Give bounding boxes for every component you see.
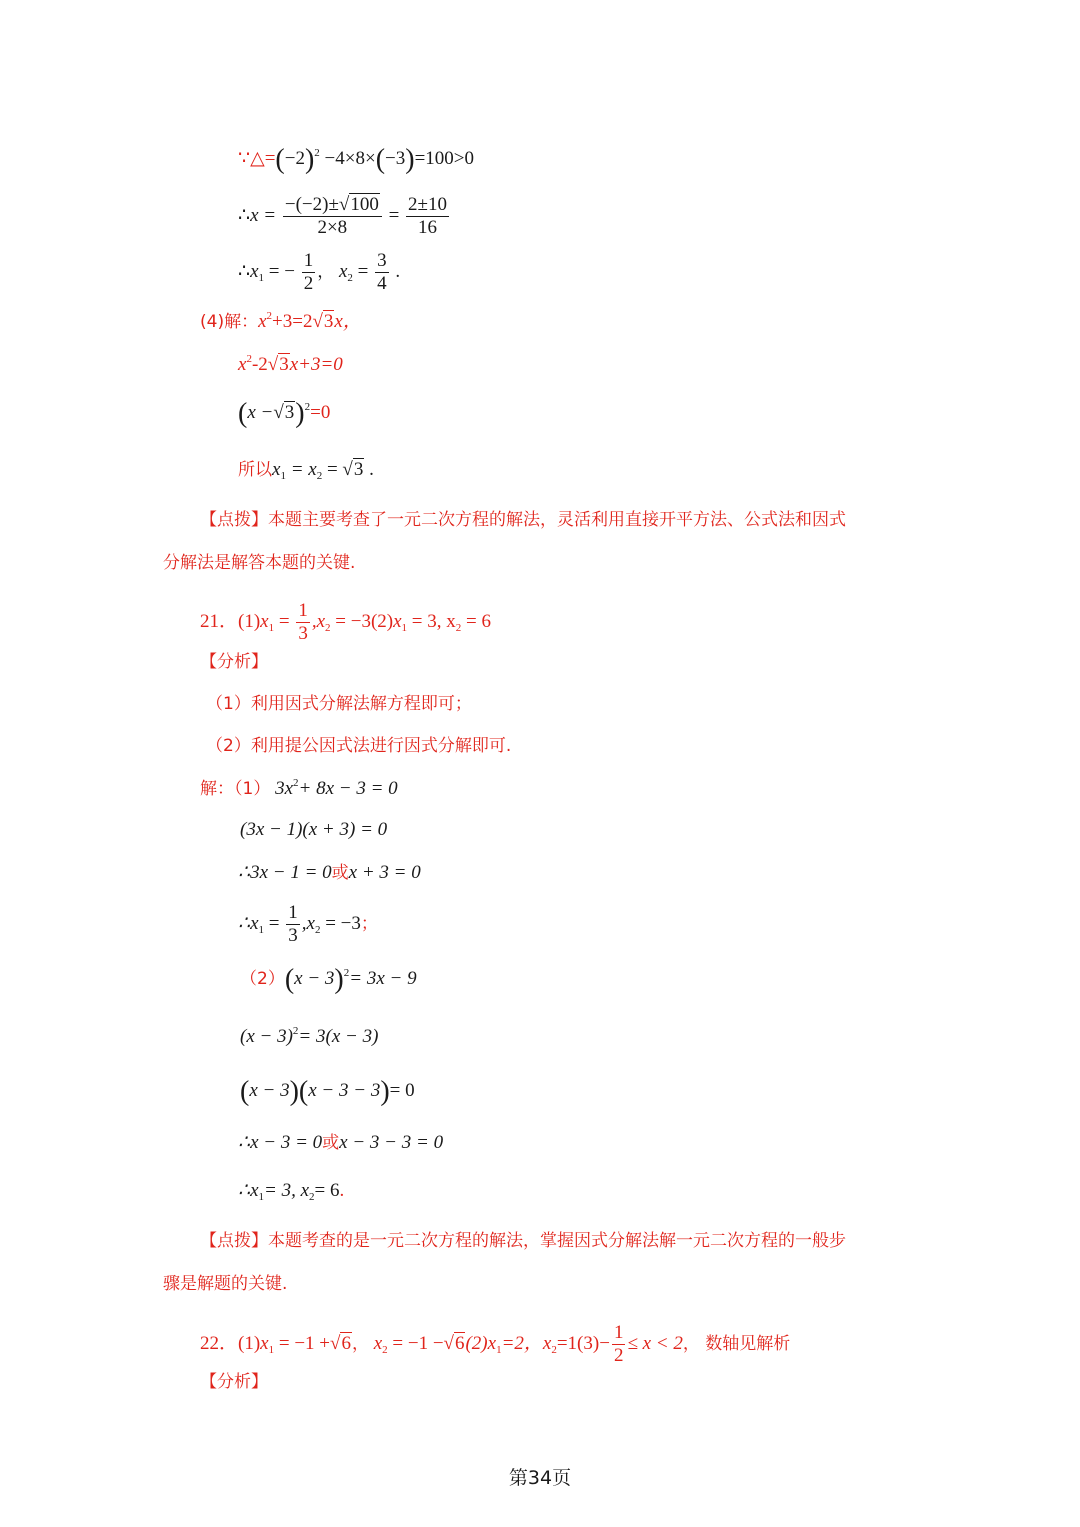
- question-21-answer: 21．$(1)x_1$ = $\frac{1}{3}$ $,x_2 = -3(2)x_1 = 3$, $x_2 = 6$: [200, 600, 491, 644]
- analysis-heading: 【分析】: [200, 652, 268, 672]
- part4-step2: $(x -√3)^2=0$: [238, 398, 331, 429]
- tip-paragraph-line1: 【点拨】本题主要考查了一元二次方程的解法，灵活利用直接开平方法、公式法和因式: [200, 510, 846, 530]
- roots-line-3: $\therefore x_1$ = − $\frac{1}{2}$ ， $x_2$ = $\frac{3}{4}$ .: [238, 250, 401, 294]
- tip-paragraph-line2: 分解法是解答本题的关键.: [163, 553, 356, 573]
- question-22-answer: 22．$(1)x_1 = -1 +√6$， $x_2 = -1 -√6(2)x_1=2$，$x_2=1(3)-$ $\frac{1}{2}$ ≤ x < 2， 数轴见解析: [200, 1322, 791, 1366]
- quadratic-formula-line: ∴x = $\frac{-(-2)\pm√100}{2\times 8}$ = $\frac{2\pm 10}{16}$: [238, 194, 447, 238]
- simplified-fraction: $\frac{2\pm 10}{16}$: [408, 194, 447, 238]
- because-symbol: ∵: [238, 148, 251, 169]
- question-number: 21．: [200, 610, 239, 632]
- solution-21-part2: $(2)(x - 3)^2= 3x - 9$: [240, 964, 417, 995]
- solution-21-part1: 解：（1） $3x^2+ 8x - 3 = 0$: [200, 777, 398, 799]
- solution-21-step6: $(x - 3)^2= 3(x - 3)$: [240, 1025, 379, 1047]
- part4-step1: $x^2-2√3x+3=0$: [238, 353, 343, 375]
- tip-paragraph-2-line1: 【点拨】本题考查的是一元二次方程的解法，掌握因式分解法解一元二次方程的一般步: [200, 1231, 846, 1251]
- solution-21-step7: (x − 3)(x − 3 − 3)= 0: [240, 1076, 415, 1107]
- delta-symbol: △=: [250, 148, 276, 169]
- question-number: 22．: [200, 1332, 239, 1354]
- formula-fraction: $\frac{-(-2)\pm√100}{2\times 8}$: [283, 194, 382, 239]
- part4-line: (4)解：$x^2+3=2√3x$，: [200, 310, 362, 332]
- analysis-item-1: （1）利用因式分解法解方程即可；: [206, 694, 472, 714]
- tip-paragraph-2-line2: 骤是解题的关键.: [163, 1274, 288, 1294]
- solution-21-step8: ∴x − 3 = 0或x − 3 − 3 = 0: [238, 1132, 444, 1153]
- analysis-heading-22: 【分析】: [200, 1372, 268, 1392]
- page-number: 第34页: [508, 1467, 572, 1489]
- solution-21-step2: (3x − 1)(x + 3) = 0: [240, 819, 388, 840]
- delta-line: $\because\triangle=(-2)^2 -4\times 8\times(-3)=100>0$: [238, 144, 475, 175]
- analysis-item-2: （2）利用提公因式法进行因式分解即可.: [206, 736, 512, 756]
- solution-21-step9: $\therefore x_1= 3$, $x_2= 6$.: [238, 1180, 345, 1203]
- solution-21-step4: $\therefore x_1$ = $\frac{1}{3}$ $,x_2 = -3$；: [238, 902, 378, 946]
- solution-21-step3: ∴3x − 1 = 0或x + 3 = 0: [238, 862, 421, 883]
- part4-result: 所以$x_1 = x_2 = √3$ .: [238, 459, 374, 482]
